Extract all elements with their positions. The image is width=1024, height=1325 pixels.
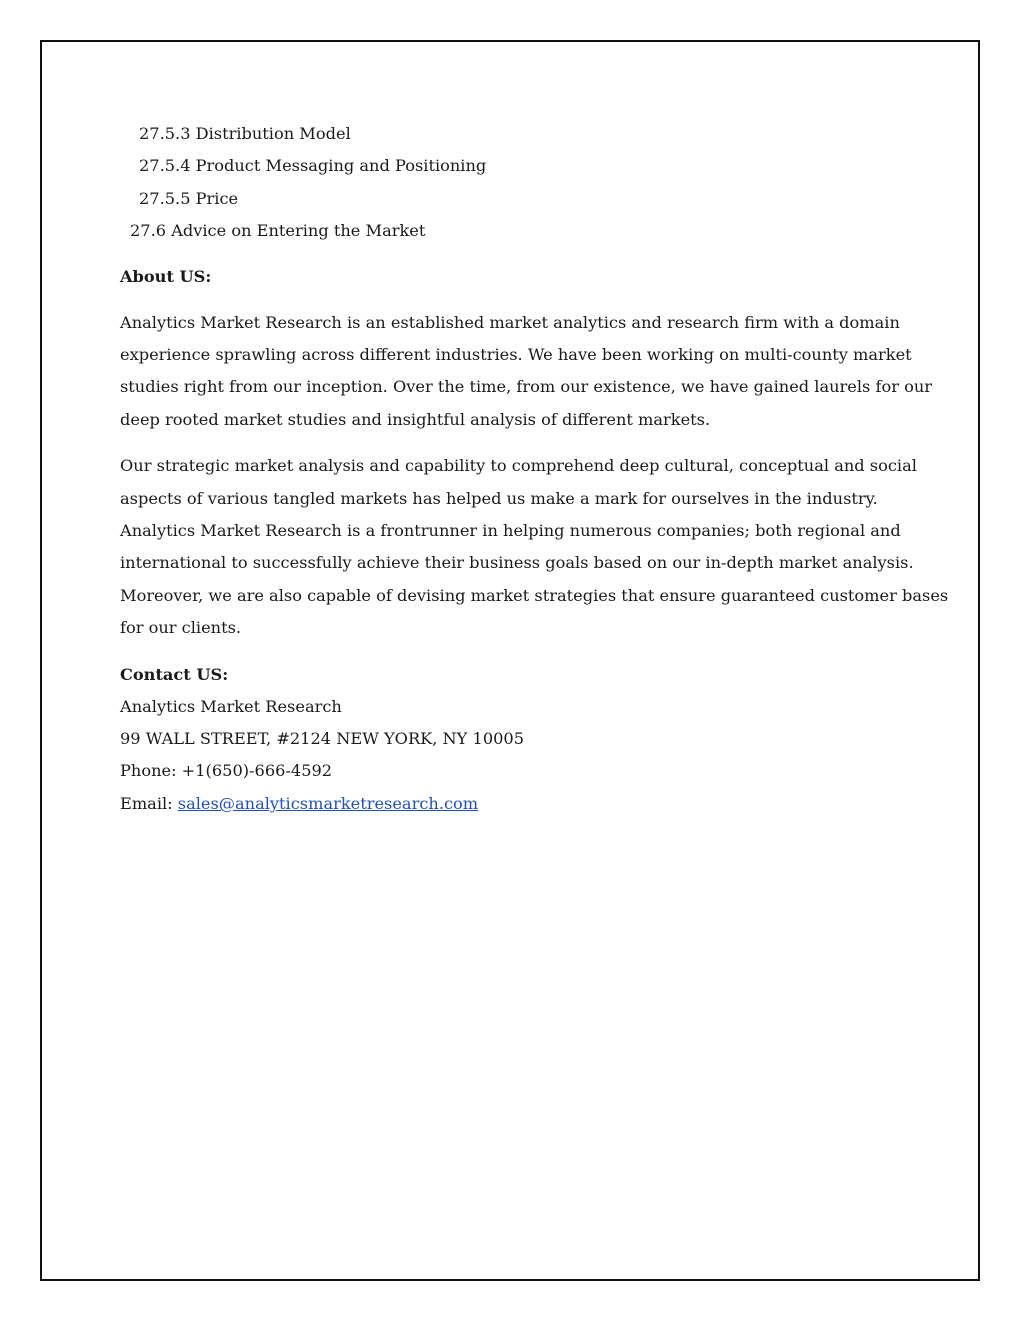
about-heading: About US:: [120, 266, 212, 286]
contact-block: [120, 691, 920, 821]
contact-company: Analytics Market Research: [120, 696, 342, 716]
about-paragraph-2: [120, 450, 949, 644]
about-p2-line-1: Our strategic market analysis and capability to comprehend deep cultural, conceptual and social: [120, 456, 917, 476]
toc-item-27-5-4: 27.5.4 Product Messaging and Positioning: [139, 156, 487, 176]
contact-address: 99 WALL STREET, #2124 NEW YORK, NY 10005: [120, 729, 525, 749]
contact-phone: Phone: +1(650)-666-4592: [120, 761, 333, 781]
about-p2-line-4: international to successfully achieve their business goals based on our in-depth market analysis.: [120, 553, 914, 573]
about-p1-line-1: Analytics Market Research is an established market analytics and research firm with a domain: [120, 312, 900, 332]
about-p1-line-2: experience sprawling across different industries. We have been working on multi-county market: [120, 344, 912, 364]
toc-item-27-5-3: 27.5.3 Distribution Model: [139, 124, 351, 143]
about-p1-line-3: studies right from our inception. Over the time, from our existence, we have gained laurels for our: [120, 377, 933, 397]
document-content: [120, 118, 949, 820]
about-p1-line-4: deep rooted market studies and insightful analysis of different markets.: [120, 409, 711, 429]
about-p2-line-5: Moreover, we are also capable of devising market strategies that ensure guaranteed customer bases: [120, 585, 949, 605]
contact-email-line: [120, 788, 920, 820]
table-of-contents: [120, 118, 920, 248]
about-p2-line-2: aspects of various tangled markets has helped us make a mark for ourselves in the industry.: [120, 488, 878, 508]
about-p2-line-3: Analytics Market Research is a frontrunner in helping numerous companies; both regional and: [120, 521, 901, 540]
contact-email-label: Email:: [120, 793, 178, 813]
contact-email-link[interactable]: sales@analyticsmarketresearch.com: [177, 793, 479, 813]
about-paragraph-1: [120, 307, 933, 437]
about-p2-line-6: for our clients.: [120, 618, 242, 638]
toc-item-27-5-5: 27.5.5 Price: [139, 188, 239, 208]
toc-item-27-6: 27.6 Advice on Entering the Market: [130, 221, 426, 241]
contact-heading: Contact US:: [120, 664, 229, 684]
